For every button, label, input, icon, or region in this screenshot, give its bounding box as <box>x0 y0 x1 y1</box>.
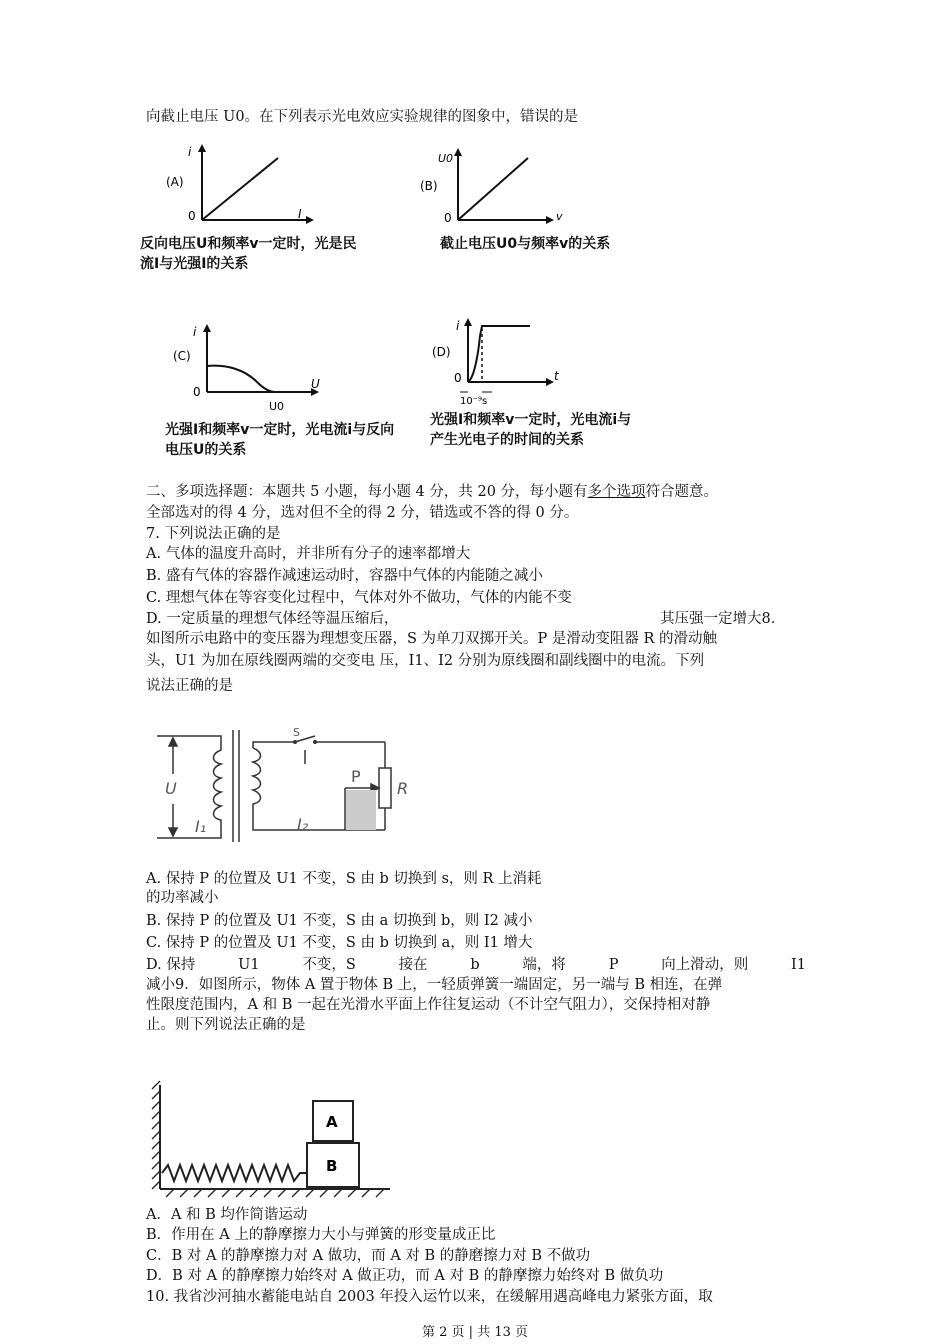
graph-a <box>140 140 380 280</box>
graph-b-y-label: U0 <box>438 152 454 165</box>
transformer-circuit-figure <box>155 718 430 853</box>
q8-line2: 头，U1 为加在原线圈两端的交变电 压，I1、I2 分别为原线圈和副线圈中的电流。下列 <box>146 653 705 669</box>
q7-option-b: B. 盛有气体的容器作减速运动时，容器中气体的内能随之减小 <box>146 568 543 584</box>
q8-option-c: C. 保持 P 的位置及 U1 不变，S 由 b 切换到 a，则 I1 增大 <box>146 935 533 951</box>
graph-d <box>430 316 670 466</box>
q8-option-d-part2: U1 <box>238 957 260 973</box>
graph-d-caption: 光强I和频率v一定时，光电流i与产生光电子的时间的关系 <box>430 412 632 448</box>
graph-b-label: (B) <box>420 179 438 193</box>
q8-option-d <box>146 956 806 974</box>
graph-d-plot <box>430 316 670 406</box>
section2-line1-pre: 二、多项选择题：本题共 5 小题，每小题 4 分，共 20 分，每小题有 <box>146 484 588 500</box>
graph-a-x-label: I <box>298 207 302 221</box>
spring-block-diagram <box>150 1065 395 1200</box>
q8-option-b: B. 保持 P 的位置及 U1 不变，S 由 a 切换到 b，则 I2 减小 <box>146 913 533 929</box>
section2-line1-underline: 多个选项 <box>587 484 646 500</box>
circuit-label-s: S <box>293 726 300 739</box>
q7-option-a: A. 气体的温度升高时，并非所有分子的速率都增大 <box>146 546 471 562</box>
q9-line3: 止。则下列说法正确的是 <box>146 1017 306 1033</box>
q8-option-d-part6: 端，将 <box>522 957 566 973</box>
q10-line1: 10. 我省沙河抽水蓄能电站自 2003 年投入运竹以来，在缓解用遇高峰电力紧张方面，取 <box>146 1289 713 1305</box>
section2-line1 <box>146 483 718 501</box>
graph-d-origin: 0 <box>454 371 462 385</box>
q9-line1: 减小9．如图所示，物体 A 置于物体 B 上，一轻质弹簧一端固定，另一端与 B 相连，在弹 <box>146 977 723 993</box>
q7-stem: 7. 下列说法正确的是 <box>146 526 281 542</box>
graph-c-label: (C) <box>173 349 191 363</box>
page-footer: 第 2 页 | 共 13 页 <box>422 1325 528 1340</box>
graph-a-origin: 0 <box>188 209 196 223</box>
graph-a-plot <box>140 140 380 230</box>
q7-option-c: C. 理想气体在等容变化过程中，气体对外不做功，气体的内能不变 <box>146 590 572 606</box>
intro-line: 向截止电压 U0。在下列表示光电效应实验规律的图象中，错误的是 <box>146 109 579 125</box>
circuit-label-i2: I₂ <box>297 815 309 834</box>
circuit-label-r: R <box>397 779 409 798</box>
q9-option-a: A．A 和 B 均作简谐运动 <box>146 1207 308 1223</box>
q8-option-d-part8: 向上滑动，则 <box>661 957 749 973</box>
q8-option-d-part4: 接在 <box>398 957 428 973</box>
graph-c-y-label: i <box>193 325 197 339</box>
graph-b-caption: 截止电压U0与频率v的关系 <box>440 236 611 252</box>
graph-d-x-mark: 10⁻⁹s <box>460 396 488 406</box>
graph-d-x-label: t <box>554 369 559 383</box>
q8-option-a-line1: A. 保持 P 的位置及 U1 不变，S 由 b 切换到 s，则 R 上消耗 <box>146 871 542 887</box>
graph-b-origin: 0 <box>444 211 452 225</box>
circuit-label-p: P <box>351 767 361 786</box>
q8-option-d-part5: b <box>470 957 480 973</box>
q9-line2: 性限度范围内，A 和 B 一起在光滑水平面上作往复运动（不计空气阻力），交保持相对静 <box>146 997 711 1013</box>
graph-d-y-label: i <box>456 319 460 333</box>
q8-option-d-part1: D. 保持 <box>146 957 196 973</box>
graph-a-caption: 反向电压U和频率v一定时，光是民流I与光强I的关系 <box>140 236 357 272</box>
q8-option-d-part9: I1 <box>791 957 806 973</box>
section2-line1-post: 符合题意。 <box>645 484 719 500</box>
graph-d-label: (D) <box>432 345 451 359</box>
graph-a-label: (A) <box>166 175 184 189</box>
q8-option-d-part7: P <box>608 957 619 973</box>
q9-option-c: C．B 对 A 的静摩擦力对 A 做功，而 A 对 B 的静磨擦力对 B 不做功 <box>146 1248 591 1264</box>
q9-option-b: B．作用在 A 上的静摩擦力大小与弹簧的形变量成正比 <box>146 1227 496 1243</box>
circuit-label-u: U <box>165 779 177 798</box>
q8-option-d-part3: 不变，S <box>302 957 356 973</box>
circuit-label-i1: I₁ <box>195 817 207 836</box>
graph-c-caption: 光强I和频率v一定时，光电流i与反向电压U的关系 <box>165 422 395 458</box>
q7-option-d-right: 其压强一定增大8. <box>660 611 776 627</box>
graph-b-x-label: v <box>556 210 563 223</box>
graph-b-plot <box>410 140 650 230</box>
graph-c-origin: 0 <box>193 385 201 399</box>
graph-b <box>410 140 650 280</box>
q7-option-d-left: D. 一定质量的理想气体经等温压缩后， <box>146 611 399 627</box>
q9-option-d: D．B 对 A 的静摩擦力始终对 A 做正功，而 A 对 B 的静摩擦力始终对 B 做负功 <box>146 1268 664 1284</box>
graph-a-y-label: i <box>188 145 192 159</box>
section2-line2: 全部选对的得 4 分，选对但不全的得 2 分，错选或不答的得 0 分。 <box>146 505 579 521</box>
block-b-label: B <box>326 1157 338 1175</box>
graph-c-x-label: U <box>311 377 320 391</box>
graph-c <box>165 316 425 466</box>
graph-c-x-mark: U0 <box>269 400 285 413</box>
q8-line1: 如图所示电路中的变压器为理想变压器，S 为单刀双掷开关。P 是滑动变阻器 R 的滑动触 <box>146 631 718 647</box>
spring-block-figure <box>150 1065 395 1200</box>
transformer-circuit-diagram <box>155 718 430 853</box>
graph-c-plot <box>165 316 425 416</box>
q8-option-a-line2: 的功率减小 <box>146 890 219 906</box>
q8-line3: 说法正确的是 <box>146 678 233 694</box>
block-a-label: A <box>326 1113 338 1131</box>
